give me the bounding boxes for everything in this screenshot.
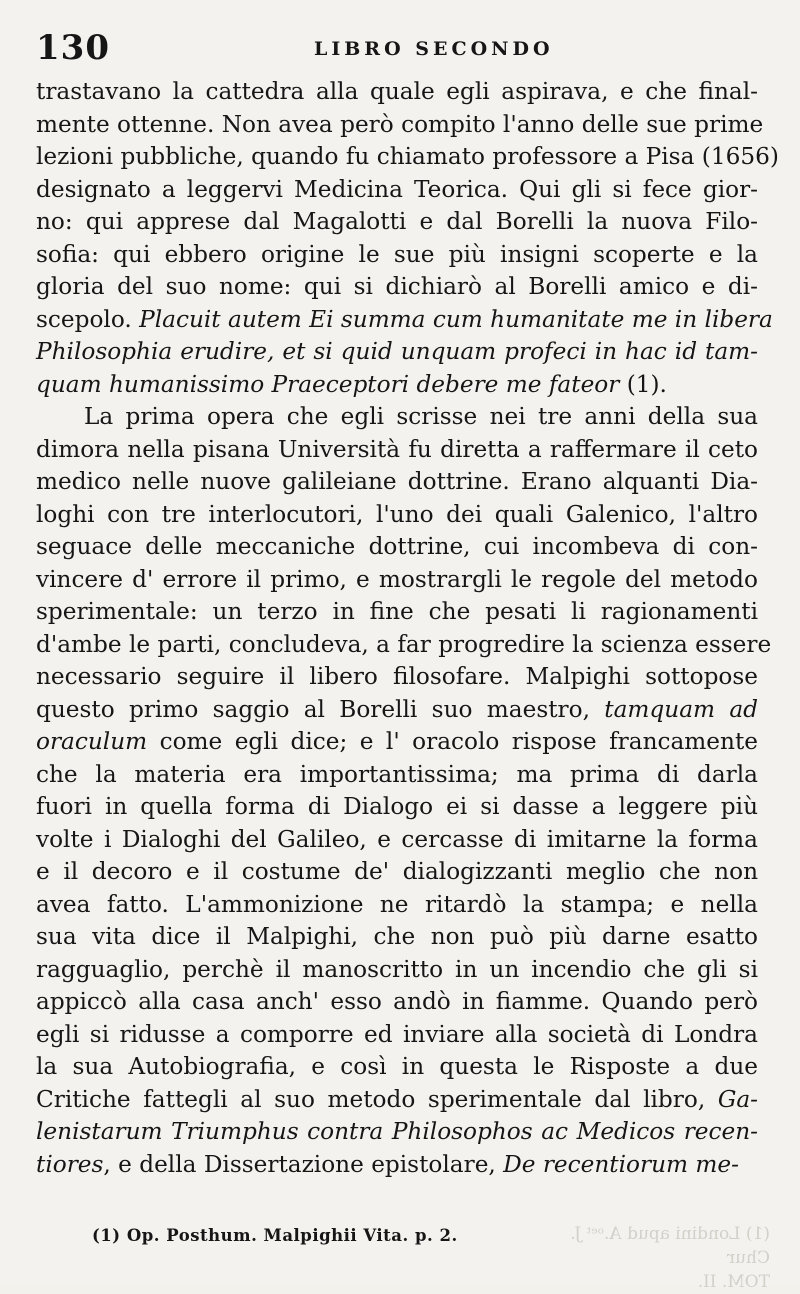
text-line xyxy=(36,856,758,889)
text-line xyxy=(36,531,758,564)
text-line xyxy=(36,401,758,434)
text-line xyxy=(36,369,758,402)
italic-text: Ga- xyxy=(717,1085,758,1113)
text-line xyxy=(36,1149,758,1182)
text-segment: questo primo saggio al Borelli suo maestro, xyxy=(36,695,605,723)
text-segment: ragguaglio, perchè il manoscritto in un incendio che gli si xyxy=(36,955,758,983)
text-segment: sperimentale: un terzo in fine che pesati li ragionamenti xyxy=(36,598,758,625)
italic-text: Philosophia erudire, et si quid unquam profeci in hac id tam- xyxy=(36,338,758,365)
text-line xyxy=(36,109,764,142)
text-line xyxy=(36,304,773,337)
text-segment: dimora nella pisana Università fu diretta a raffermare il ceto xyxy=(36,435,758,463)
running-title: LIBRO SECONDO xyxy=(314,38,554,60)
text-line xyxy=(36,466,758,499)
text-line xyxy=(36,1051,758,1084)
text-segment: lezioni pubbliche, quando fu chiamato professore a Pisa (1656) xyxy=(36,143,779,170)
text-segment: d'ambe le parti, concludeva, a far progredire la scienza essere xyxy=(36,630,772,658)
text-segment: sofia: qui ebbero origine le sue più insigni scoperte e la xyxy=(36,240,758,268)
text-line xyxy=(36,434,758,467)
text-segment: fuori in quella forma di Dialogo ei si dasse a leggere più xyxy=(36,793,758,820)
text-segment: (1). xyxy=(619,370,667,398)
text-segment: e il decoro e il costume de' dialogizzanti meglio che non xyxy=(36,858,758,885)
text-segment: medico nelle nuove galileiane dottrine. Erano alquanti Dia- xyxy=(36,468,758,495)
text-line xyxy=(36,271,758,304)
text-segment: volte i Dialoghi del Galileo, e cercasse di imitarne la forma xyxy=(36,825,758,853)
text-segment: la sua Autobiografia, e così in questa le Risposte a due xyxy=(36,1053,758,1080)
text-segment: gloria del suo nome: qui si dichiarò al Borelli amico e di- xyxy=(36,273,758,300)
text-segment: , e della Dissertazione epistolare, xyxy=(103,1150,504,1178)
text-line xyxy=(36,596,758,629)
text-line xyxy=(36,694,758,727)
text-line xyxy=(36,791,758,824)
text-segment: che la materia era importantissima; ma prima di darla xyxy=(36,760,758,788)
text-segment: vincere d' errore il primo, e mostrargli le regole del metodo xyxy=(36,565,758,593)
italic-text: tamquam ad xyxy=(604,695,758,723)
bleed-through-line: (1) Londini apud A.ᵒᵉᵗ J. Chur xyxy=(570,1224,770,1268)
italic-text: quam humanissimo Praeceptori debere me fateor xyxy=(36,370,620,398)
text-line xyxy=(36,174,758,207)
text-line xyxy=(36,986,758,1019)
text-segment: egli si ridusse a comporre ed inviare alla società di Londra xyxy=(36,1020,758,1048)
text-segment: necessario seguire il libero filosofare. Malpighi sottopose xyxy=(36,663,758,690)
text-line xyxy=(36,889,758,922)
italic-text: lenistarum Triumphus contra Philosophos ac Medicos recen- xyxy=(36,1118,758,1145)
text-segment: loghi con tre interlocutori, l'uno dei quali Galenico, l'altro xyxy=(36,500,758,528)
text-line xyxy=(36,76,758,109)
text-line xyxy=(36,239,758,272)
text-line xyxy=(36,1084,758,1117)
text-line xyxy=(36,564,758,597)
text-line xyxy=(36,336,758,369)
footnote: (1) Op. Posthum. Malpighii Vita. p. 2. xyxy=(92,1226,458,1245)
text-segment: trastavano la cattedra alla quale egli aspirava, e che final- xyxy=(36,78,758,105)
text-segment: appiccò alla casa anch' esso andò in fiamme. Quando però xyxy=(36,988,758,1015)
text-segment: no: qui apprese dal Magalotti e dal Borelli la nuova Filo- xyxy=(36,208,758,235)
text-segment: mente ottenne. Non avea però compito l'anno delle sue prime xyxy=(36,110,764,138)
running-head xyxy=(36,28,764,72)
text-line xyxy=(36,824,758,857)
bleed-through-text xyxy=(530,1222,770,1292)
text-line xyxy=(36,1116,758,1149)
text-line xyxy=(36,661,758,694)
text-line xyxy=(36,206,758,239)
text-segment: scepolo. xyxy=(36,305,140,333)
text-line xyxy=(36,921,758,954)
text-segment: sua vita dice il Malpighi, che non può più darne esatto xyxy=(36,923,758,950)
body-text xyxy=(36,76,779,1181)
italic-text: Placuit autem Ei summa cum humanitate me in libera xyxy=(139,305,773,333)
text-line xyxy=(36,726,758,759)
text-segment: designato a leggervi Medicina Teorica. Qui gli si fece gior- xyxy=(36,175,758,203)
italic-text: tiores xyxy=(36,1150,104,1178)
text-line xyxy=(36,141,779,174)
text-line xyxy=(36,759,758,792)
italic-text: oraculum xyxy=(36,728,148,755)
text-segment: avea fatto. L'ammonizione ne ritardò la stampa; e nella xyxy=(36,890,758,918)
text-line xyxy=(36,629,772,662)
text-line xyxy=(36,1019,758,1052)
text-segment: La prima opera che egli scrisse nei tre anni della sua xyxy=(84,403,758,430)
italic-text: De recentiorum me- xyxy=(503,1150,739,1178)
page-number: 130 xyxy=(36,28,110,68)
text-line xyxy=(36,954,758,987)
bleed-through-line: TOM. II. xyxy=(697,1272,770,1292)
text-segment: Critiche fattegli al suo metodo sperimentale dal libro, xyxy=(36,1085,718,1113)
text-line xyxy=(36,499,758,532)
text-segment: come egli dice; e l' oracolo rispose francamente xyxy=(147,728,758,755)
text-segment: seguace delle meccaniche dottrine, cui incombeva di con- xyxy=(36,533,758,560)
